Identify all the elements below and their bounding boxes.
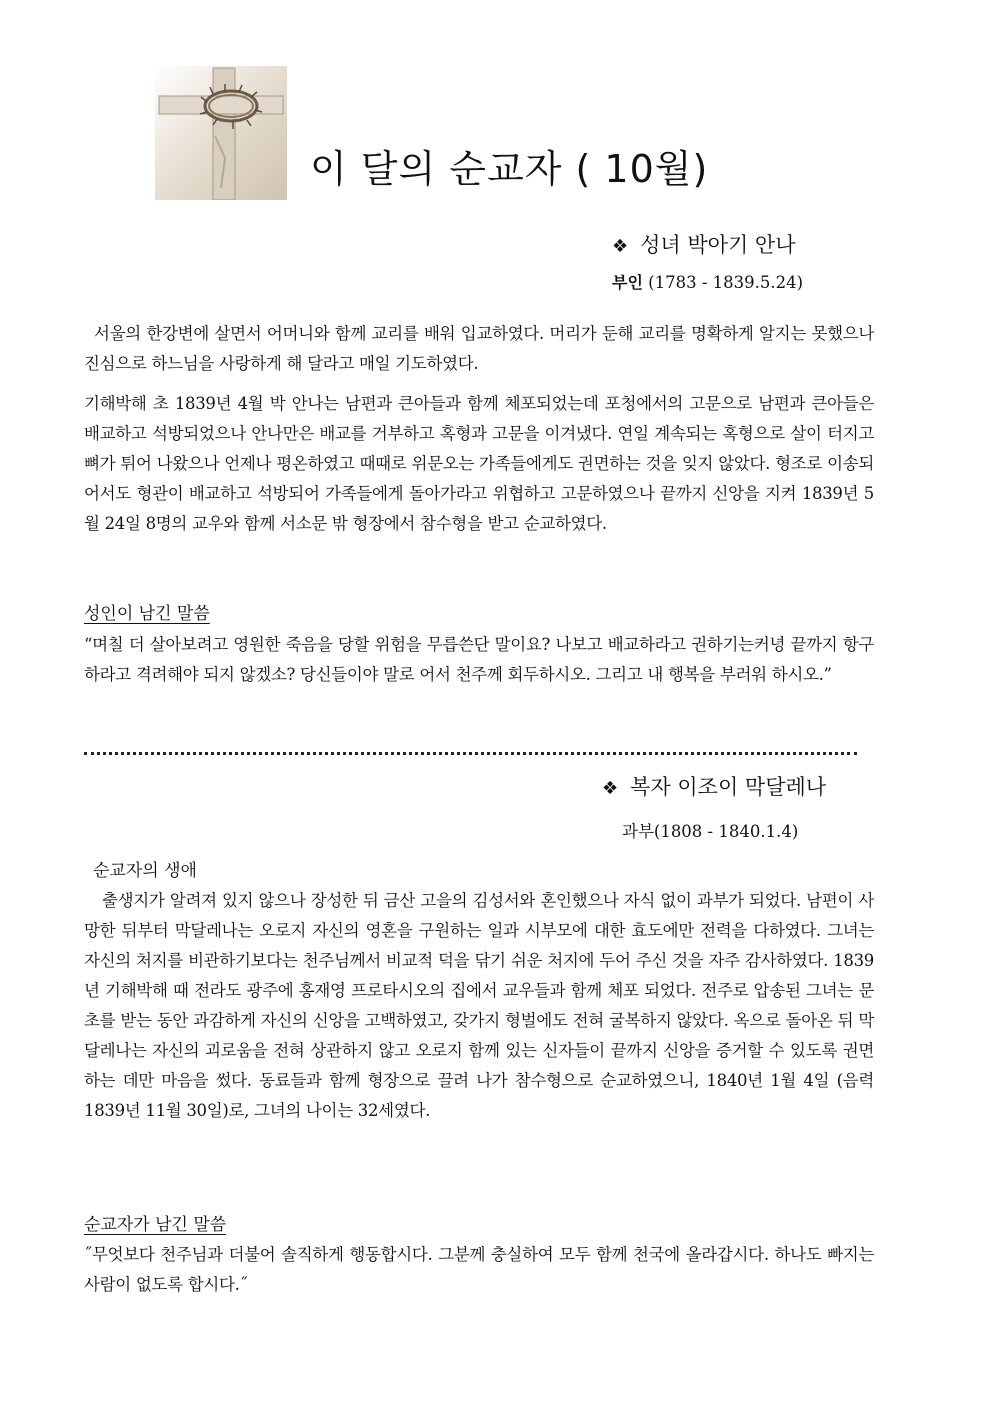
saint1-quote-label: 성인이 남긴 말씀 — [84, 604, 210, 624]
saint1-name: 성녀 박아기 안나 — [640, 233, 796, 257]
saint1-bio-p2: 기해박해 초 1839년 4월 박 안나는 남편과 큰아들과 함께 체포되었는데 포청에서의 고문으로 남편과 큰아들은 배교하고 석방되었으나 안나만은 배교를 거부하고 혹형과 고문을 이겨냈다. 연일 계속되는 혹형으로 살이 터지고 뼈가 튀어 나왔으나 언제나 평온하였고 때때로 위문오는 가족들에게도 권면하는 것을 잊지 않았다. 형조로 이송되어서도 형관이 배교하고 석방되어 가족들에게 돌아가라고 위협하고 고문하였으나 끝까지 신앙을 지켜 1839년 5월 24일 8명의 교우와 함께 서소문 밖 형장에서 참수형을 받고 순교하였다. — [84, 394, 874, 533]
saint2-quote: ˝무엇보다 천주님과 더불어 솔직하게 행동합시다. 그분께 충실하여 모두 함께 천국에 올라갑시다. 하나도 빠지는 사람이 없도록 합시다.˝ — [84, 1245, 874, 1294]
saint2-quote-label: 순교자가 남긴 말씀 — [84, 1215, 227, 1235]
diamond-bullet-icon: ❖ — [612, 236, 629, 257]
saint2-heading — [602, 771, 826, 801]
diamond-bullet-icon: ❖ — [602, 778, 619, 799]
saint2-life-label: 순교자의 생애 — [93, 861, 197, 881]
saint1-years — [612, 270, 803, 293]
cross-thorns-image — [155, 66, 287, 200]
section-divider — [84, 752, 857, 755]
saint1-quote: “며칠 더 살아보려고 영원한 죽음을 당할 위험을 무릅쓴단 말이요? 나보고 배교하라고 권하기는커녕 끝까지 항구하라고 격려해야 되지 않겠소? 당신들이야 말로 어서 천주께 회두하시오. 그리고 내 행복을 부러워 하시오.” — [84, 635, 874, 684]
saint1-title: 부인 — [612, 273, 643, 292]
saint2-years: 과부(1808 - 1840.1.4) — [622, 822, 799, 841]
page-title: 이 달의 순교자 ( 10월) — [310, 147, 709, 191]
saint2-bio: 출생지가 알려져 있지 않으나 장성한 뒤 금산 고을의 김성서와 혼인했으나 자식 없이 과부가 되었다. 남편이 사망한 뒤부터 막달레나는 오로지 자신의 영혼을 구원하는 일과 시부모에 대한 효도에만 전력을 다하였다. 그녀는 자신의 처지를 비관하기보다는 천주님께서 비교적 덕을 닦기 쉬운 처지에 두어 주신 것을 자주 감사하였다. 1839년 기해박해 때 전라도 광주에 홍재영 프로타시오의 집에서 교우들과 함께 체포 되었다. 전주로 압송된 그녀는 문초를 받는 동안 과감하게 자신의 신앙을 고백하였고, 갖가지 형벌에도 전혀 굴복하지 않았다. 옥으로 돌아온 뒤 막달레나는 자신의 괴로움을 전혀 상관하지 않고 오로지 함께 있는 신자들이 끝까지 신앙을 증거할 수 있도록 권면하는 데만 마음을 썼다. 동료들과 함께 형장으로 끌려 나가 참수형으로 순교하였으니, 1840년 1월 4일 (음력 1839년 11월 30일)로, 그녀의 나이는 32세였다. — [84, 891, 874, 1120]
saint2-name: 복자 이조이 막달레나 — [630, 775, 827, 799]
saint1-bio-p1: 서울의 한강변에 살면서 어머니와 함께 교리를 배워 입교하였다. 머리가 둔해 교리를 명확하게 알지는 못했으나 진심으로 하느님을 사랑하게 해 달라고 매일 기도하였다. — [84, 324, 874, 373]
saint1-heading — [612, 229, 796, 259]
saint1-dates: (1783 - 1839.5.24) — [648, 273, 804, 292]
